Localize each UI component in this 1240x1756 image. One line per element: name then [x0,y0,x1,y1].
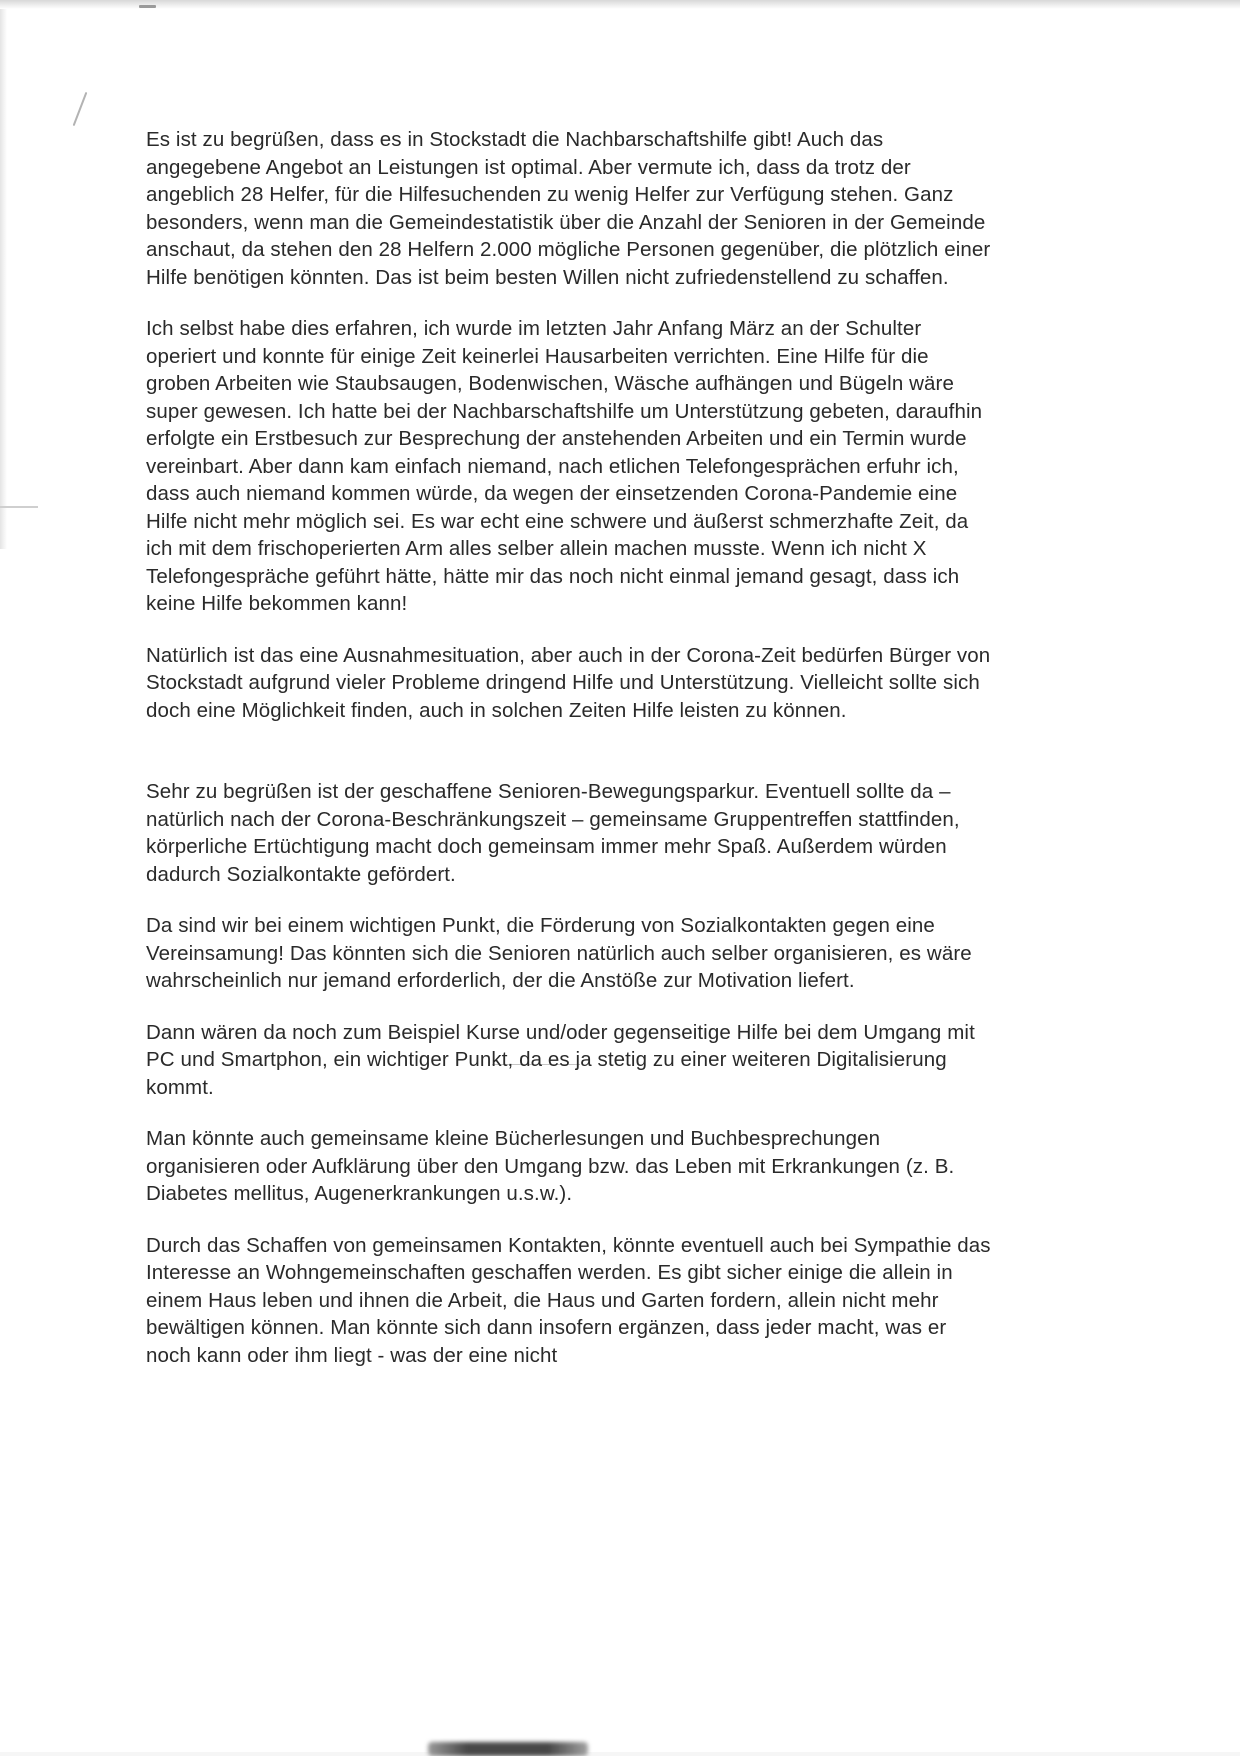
paragraph-4: Sehr zu begrüßen ist der geschaffene Senioren-Bewegungsparkur. Eventuell sollte da – natürlich nach der Corona-Beschränkungszeit – gemeinsame Gruppentreffen stattfinden, körperliche Ertüchtigung macht doch gemeinsam immer mehr Spaß. Außerdem würden dadurch Sozialkontakte gefördert. [146,780,960,886]
scan-artifact-top-edge [0,0,1240,9]
paragraph-5: Da sind wir bei einem wichtigen Punkt, die Förderung von Sozialkontakten gegen eine Vereinsamung! Das könnten sich die Senioren natürlich auch selber organisieren, es wäre wahrscheinlich nur jemand erforderlich, der die Anstöße zur Motivation liefert. [146,914,972,992]
paragraph-7: Man könnte auch gemeinsame kleine Bücherlesungen und Buchbesprechungen organisieren oder Aufklärung über den Umgang bzw. das Leben mit Erkrankungen (z. B. Diabetes mellitus, Augenerkrankungen u.s.w.). [146,1127,955,1205]
paragraph-2: Ich selbst habe dies erfahren, ich wurde im letzten Jahr Anfang März an der Schulter operiert und konnte für einige Zeit keinerlei Hausarbeiten verrichten. Eine Hilfe für die groben Arbeiten wie Staubsaugen, Bodenwischen, Wäsche aufhängen und Bügeln wäre super gewesen. Ich hatte bei der Nachbarschaftshilfe um Unterstützung gebeten, daraufhin erfolgte ein Erstbesuch zur Besprechung der anstehenden Arbeiten und ein Termin wurde vereinbart. Aber dann kam einfach niemand, nach etlichen Telefongesprächen erfuhr ich, dass auch niemand kommen würde, da wegen der einsetzenden Corona-Pandemie eine Hilfe nicht mehr möglich sei. Es war echt eine schwere und äußerst schmerzhafte Zeit, da ich mit dem frischoperierten Arm alles selber allein machen musste. Wenn ich nicht X Telefongespräche geführt hätte, hätte mir das noch nicht einmal jemand gesagt, dass ich keine Hilfe bekommen kann! [146,317,983,615]
document-body [146,126,992,1393]
paragraph-8: Durch das Schaffen von gemeinsamen Kontakten, könnte eventuell auch bei Sympathie das Interesse an Wohngemeinschaften geschaffen werden. Es gibt sicher einige die allein in einem Haus leben und ihnen die Arbeit, die Haus und Garten fordern, allein nicht mehr bewältigen können. Man könnte sich dann insofern ergänzen, dass jeder macht, was er noch kann oder ihm liegt - was der eine nicht [146,1233,991,1367]
scan-artifact-top-dash [139,5,156,8]
scan-artifact-pen-mark [73,92,88,126]
paragraph-3: Natürlich ist das eine Ausnahmesituation, aber auch in der Corona-Zeit bedürfen Bürger von Stockstadt aufgrund vieler Probleme dringend Hilfe und Unterstützung. Vielleicht sollte sich doch eine Möglichkeit finden, auch in solchen Zeiten Hilfe leisten zu können. [146,643,991,722]
scan-artifact-left-line [0,506,38,508]
scan-artifact-left-edge [0,9,7,549]
paragraph-1: Es ist zu begrüßen, dass es in Stockstadt die Nachbarschaftshilfe gibt! Auch das angegebene Angebot an Leistungen ist optimal. Aber vermute ich, dass da trotz der angeblich 28 Helfer, für die Hilfesuchenden zu wenig Helfer zur Verfügung stehen. Ganz besonders, wenn man die Gemeindestatistik über die Anzahl der Senioren in der Gemeinde anschaut, da stehen den 28 Helfern 2.000 mögliche Personen gegenüber, die plötzlich einer Hilfe benötigen könnten. Das ist beim besten Willen nicht zufriedenstellend zu schaffen. [146,128,991,289]
paragraph-6: Dann wären da noch zum Beispiel Kurse und/oder gegenseitige Hilfe bei dem Umgang mit PC und Smartphon, ein wichtiger Punkt, da es ja stetig zu einer weiteren Digitalisierung kommt. [146,1020,975,1099]
scan-artifact-bottom-smudge [428,1742,588,1756]
